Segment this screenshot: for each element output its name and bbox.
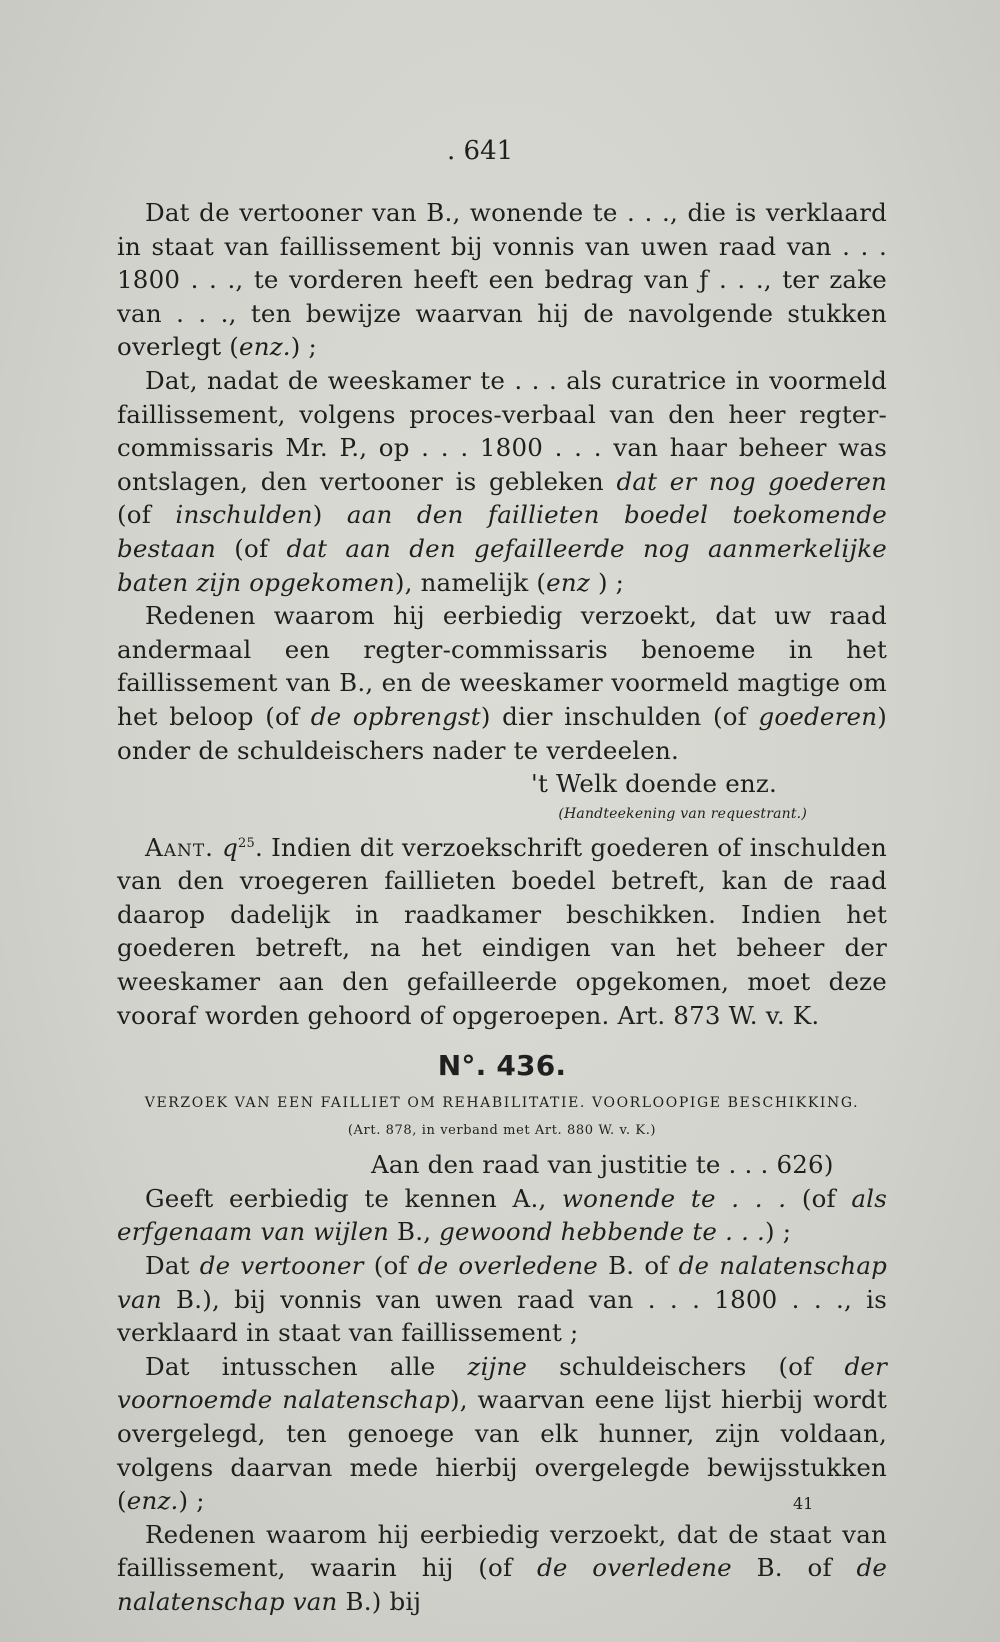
closing-formula: 't Welk doende enz. xyxy=(531,769,777,799)
petition-request: Redenen waarom hij eerbiedig verzoekt, dat de staat van faillissement, waarin hij (of de overledene B. of de nalatenschap van B.) bij xyxy=(117,1519,888,1616)
petition-intro: Geeft eerbiedig te kennen A., wonende te . . . (of als erfgenaam van wijlen B., gewoond hebbende te . . .) ; xyxy=(117,1183,887,1247)
signature-note: (Handteekening van requestrant.) xyxy=(558,805,807,822)
page-number: . 641 xyxy=(447,136,514,166)
section-reference: (Art. 878, in verband met Art. 880 W. v. K.) xyxy=(347,1123,657,1139)
paragraph-request: Redenen waarom hij eerbiedig verzoekt, dat uw raad andermaal een regter-commissaris benoeme in het faillissement van B., en de weeskamer voormeld magtige om het beloop (of de opbrengst) dier inschulden (of goederen) onder de schuldeischers nader te verdeelen. xyxy=(117,601,887,765)
signature-mark: 41 xyxy=(793,1494,814,1513)
annotation-paragraph: Aant. $q^{25}$. Indien dit verzoekschrift goederen of inschulden van den vroegeren faillieten boedel betreft, kan de raad daarop dadelijk in raadkamer beschikken. Indien het goederen betreft, na het eindigen van het beheer der weeskamer aan den gefailleerde opgekomen, moet deze vooraf worden gehoord of opgeroepen. Art. 873 W. v. K. xyxy=(117,832,887,1030)
annotation-label: Aant. xyxy=(145,832,214,862)
paragraph-weeskamer: Dat, nadat de weeskamer te . . . als curatrice in voormeld faillissement, volgens proces-verbaal van den heer regter-commissaris Mr. P., op . . . 1800 . . . van haar beheer was ontslagen, den vertooner is gebleken dat er nog goederen (of inschulden) aan den faillieten boedel toekomende bestaan (of dat aan den gefailleerde nog aanmerkelijke baten zijn opgekomen), namelijk (enz ) ; xyxy=(117,365,888,597)
paragraph-claim: Dat de vertooner van B., wonende te . . ., die is verklaard in staat van faillissement bij vonnis van uwen raad van . . . 1800 . . ., te vorderen heeft een bedrag van ƒ . . ., ter zake van . . ., ten bewijze waarvan hij de navolgende stukken overlegt (enz.) ; xyxy=(117,198,887,362)
petition-bankruptcy: Dat de vertooner (of de overledene B. of de nalatenschap van B.), bij vonnis van uwen raad van . . . 1800 . . ., is verklaard in staat van faillissement ; xyxy=(117,1251,888,1348)
section-number: N°. 436. xyxy=(437,1049,567,1083)
section-title: VERZOEK VAN EEN FAILLIET OM REHABILITATIE. VOORLOOPIGE BESCHIKKING. xyxy=(144,1095,860,1112)
address-line: Aan den raad van justitie te . . . 626) xyxy=(371,1150,834,1180)
petition-creditors: Dat intusschen alle zijne schuldeischers (of der voornoemde nalatenschap), waarvan eene lijst hierbij wordt overgelegd, ten genoege van elk hunner, zijn voldaan, volgens daarvan mede hierbij overgelegde bewijsstukken (enz.) ; xyxy=(117,1351,887,1516)
page-body xyxy=(117,196,887,1619)
